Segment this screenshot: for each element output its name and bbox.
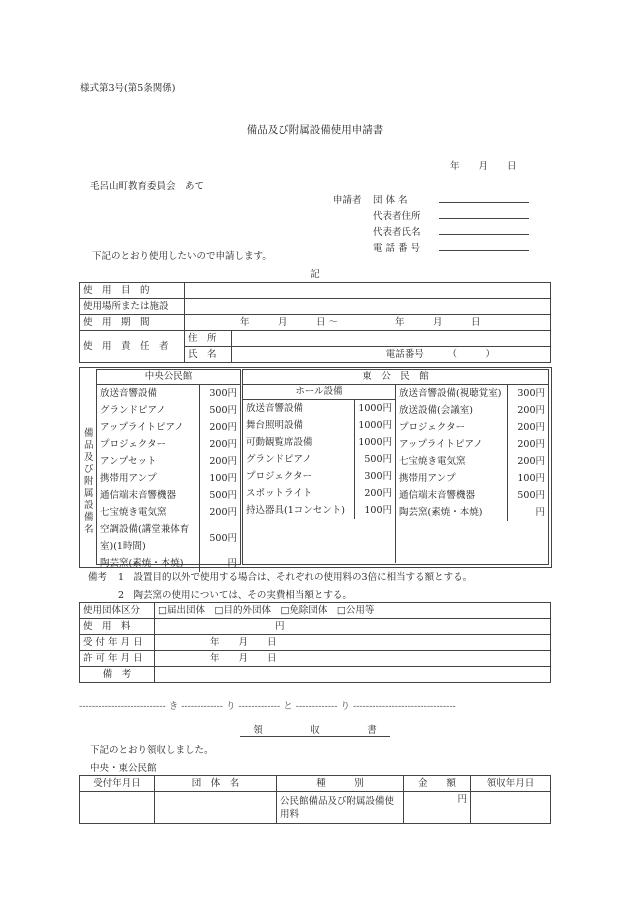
equipment-price: 200円 xyxy=(508,436,549,453)
receipt-header: 種 別 xyxy=(277,776,404,792)
equipment-price: 300円 xyxy=(355,468,396,485)
phone-field[interactable]: 電話番号 （ ） xyxy=(232,347,551,363)
equipment-row xyxy=(396,470,548,487)
equipment-name: 通信端末音響機器 xyxy=(399,490,476,501)
place-field[interactable] xyxy=(185,299,551,315)
receipt-date-field[interactable] xyxy=(80,792,155,824)
equipment-name: グランドピアノ xyxy=(100,405,166,416)
equipment-row xyxy=(243,400,395,417)
equipment-price: 円 xyxy=(508,504,549,521)
chuo-box xyxy=(96,369,241,569)
equipment-name: アップライトピアノ xyxy=(100,422,184,433)
equipment-row xyxy=(97,419,240,436)
equipment-name: 七宝焼き電気窯 xyxy=(399,456,466,467)
equipment-row xyxy=(97,470,240,487)
equipment-name: プロジェクター xyxy=(399,422,466,433)
higashi-box xyxy=(242,369,549,565)
equipment-price: 200円 xyxy=(508,419,549,436)
equipment-name: グランドピアノ xyxy=(246,454,312,465)
fee-label: 使 用 料 xyxy=(80,619,155,635)
notes-label: 備考 xyxy=(88,572,108,583)
equipment-row xyxy=(97,402,240,419)
office-table xyxy=(79,602,551,683)
fee-field[interactable]: 円 xyxy=(155,619,551,635)
responsible-label: 使 用 責 任 者 xyxy=(80,331,185,363)
hall-items xyxy=(243,400,395,519)
equipment-price: 200円 xyxy=(508,402,549,419)
equipment-price: 500円 xyxy=(200,487,241,504)
receipt-header: 受付年月日 xyxy=(80,776,155,792)
equipment-row xyxy=(396,453,548,470)
equipment-name: スポットライト xyxy=(246,488,313,499)
ki-label: 記 xyxy=(310,269,320,280)
receipt-received-field[interactable] xyxy=(471,792,551,824)
equipment-row xyxy=(97,453,240,470)
equipment-name: 放送設備(会議室) xyxy=(399,405,473,416)
address-field[interactable] xyxy=(232,331,551,347)
remarks-label: 備 考 xyxy=(80,667,155,683)
period-field[interactable]: 年 月 日 〜 年 月 日 xyxy=(185,315,551,331)
equipment-row xyxy=(396,487,548,504)
equipment-price: 500円 xyxy=(508,487,549,504)
applicant-field[interactable]: 代表者住所 xyxy=(373,208,529,224)
applicant-label: 申請者 xyxy=(333,195,362,206)
equipment-row xyxy=(396,436,548,453)
equipment-row xyxy=(97,385,240,402)
equipment-price: 500円 xyxy=(355,451,396,468)
purpose-field[interactable] xyxy=(185,283,551,299)
note-2: 2 陶芸窯の使用については、その実費相当額とする。 xyxy=(118,590,352,601)
equipment-row xyxy=(396,385,548,402)
equipment-name: 可動観覧席設備 xyxy=(246,437,313,448)
equipment-price: 200円 xyxy=(200,419,241,436)
equipment-row xyxy=(97,504,240,521)
equipment-row xyxy=(396,402,548,419)
equipment-row xyxy=(97,436,240,453)
equipment-row xyxy=(243,451,395,468)
equipment-price: 200円 xyxy=(508,453,549,470)
receipt-org-field[interactable] xyxy=(155,792,277,824)
note-1: 1 設置目的以外で使用する場合は、それぞれの使用料の3倍に相当する額とする。 xyxy=(118,572,473,583)
equipment-price: 1000円 xyxy=(355,400,396,417)
equipment-name: 陶芸窯(素焼・本焼) xyxy=(399,507,483,518)
equipment-name: 携帯用アンプ xyxy=(100,473,157,484)
equipment-price: 300円 xyxy=(508,385,549,402)
receipt-header: 金 額 xyxy=(404,776,471,792)
intro-text: 下記のとおり使用したいので申請します。 xyxy=(92,251,272,262)
applicant-fields xyxy=(373,192,529,256)
equipment-price: 200円 xyxy=(200,436,241,453)
equipment-name: 通信端末音響機器 xyxy=(100,490,177,501)
equipment-side-label: 備品及び附属設備名 xyxy=(84,428,94,535)
permitted-label: 許 可 年 月 日 xyxy=(80,651,155,667)
permitted-field[interactable]: 年 月 日 xyxy=(155,651,551,667)
receipt-title: 領 収 書 xyxy=(240,722,390,737)
equipment-name: アップライトピアノ xyxy=(399,439,483,450)
equipment-price: 1000円 xyxy=(355,434,396,451)
date-line: 年 月 日 xyxy=(450,161,517,172)
equipment-price: 100円 xyxy=(200,470,241,487)
hall-title: ホール設備 xyxy=(243,385,395,400)
equipment-name: 舞台照明設備 xyxy=(246,420,304,431)
equipment-price: 1000円 xyxy=(355,417,396,434)
equipment-row xyxy=(243,434,395,451)
equipment-price: 100円 xyxy=(508,470,549,487)
equipment-row xyxy=(97,521,240,555)
equipment-name: 七宝焼き電気窯 xyxy=(100,507,167,518)
equipment-name: プロジェクター xyxy=(246,471,313,482)
receipt-kind: 公民館備品及び附属設備使用料 xyxy=(277,792,404,824)
receipt-header: 団 体 名 xyxy=(155,776,277,792)
equipment-row xyxy=(396,504,548,521)
chuo-title: 中央公民館 xyxy=(97,370,240,385)
equipment-row xyxy=(243,502,395,519)
equipment-row xyxy=(97,487,240,504)
addressee: 毛呂山町教育委員会 あて xyxy=(90,181,205,192)
received-label: 受 付 年 月 日 xyxy=(80,635,155,651)
equipment-row xyxy=(243,468,395,485)
higashi-title: 東 公 民 館 xyxy=(243,370,548,385)
equipment-section xyxy=(79,367,552,568)
kubun-label: 使用団体区分 xyxy=(80,603,155,619)
usage-table xyxy=(79,282,551,363)
equipment-row xyxy=(243,485,395,502)
equipment-name: 放送音響設備(視聴覚室) xyxy=(399,388,502,399)
applicant-field[interactable]: 団 体 名 xyxy=(373,192,529,208)
equipment-name: アンプセット xyxy=(100,456,157,467)
equipment-name: 放送音響設備 xyxy=(246,403,304,414)
remarks-field[interactable] xyxy=(155,667,551,683)
equipment-row xyxy=(396,419,548,436)
equipment-name: 放送音響設備 xyxy=(100,388,158,399)
equipment-row xyxy=(243,417,395,434)
higashi-items xyxy=(396,385,548,521)
equipment-price: 200円 xyxy=(200,453,241,470)
chuo-items xyxy=(97,385,240,572)
form-number: 様式第3号(第5条関係) xyxy=(80,83,176,94)
purpose-label: 使 用 目 的 xyxy=(80,283,185,299)
place-label: 使用場所または施設 xyxy=(80,299,185,315)
period-label: 使 用 期 間 xyxy=(80,315,185,331)
equipment-name: 携帯用アンプ xyxy=(399,473,456,484)
name-label: 氏 名 xyxy=(185,347,232,363)
equipment-name: 陶芸窯(素焼・本焼) xyxy=(100,558,184,569)
equipment-price: 200円 xyxy=(355,485,396,502)
kubun-options[interactable]: □届出団体 □目的外団体 □免除団体 □公用等 xyxy=(155,603,551,619)
receipt-org: 中央・東公民館 xyxy=(90,763,157,774)
receipt-intro: 下記のとおり領収しました。 xyxy=(90,745,214,756)
equipment-name: 持込器具(1コンセント) xyxy=(246,505,345,516)
applicant-field[interactable]: 電 話 番 号 xyxy=(373,240,529,256)
equipment-price: 100円 xyxy=(355,502,396,519)
cut-line: --------------------------- き ------------- り ------------- と ------------- り -------------------------------- xyxy=(79,701,456,712)
equipment-price: 500円 xyxy=(200,402,241,419)
equipment-price: 300円 xyxy=(200,385,241,402)
equipment-price: 500円 xyxy=(200,521,241,555)
address-label: 住 所 xyxy=(185,331,232,347)
receipt-table xyxy=(79,775,551,824)
applicant-field[interactable]: 代表者氏名 xyxy=(373,224,529,240)
equipment-name: プロジェクター xyxy=(100,439,167,450)
page-title: 備品及び附属設備使用申請書 xyxy=(246,124,384,136)
receipt-header: 領収年月日 xyxy=(471,776,551,792)
receipt-amount-field[interactable]: 円 xyxy=(404,792,471,824)
equipment-price: 200円 xyxy=(200,504,241,521)
equipment-name: 空調設備(講堂兼体育室)(1時間) xyxy=(100,524,190,552)
equipment-price: 円 xyxy=(200,555,241,572)
received-field[interactable]: 年 月 日 xyxy=(155,635,551,651)
